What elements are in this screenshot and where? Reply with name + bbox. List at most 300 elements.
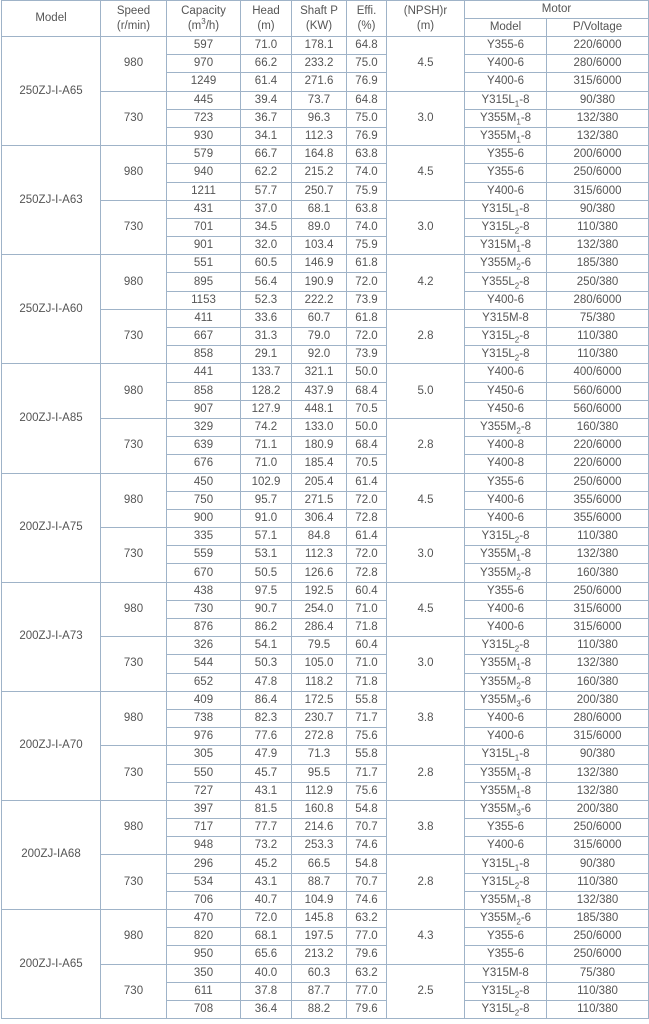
motor-power-voltage-cell: 90/380 (547, 91, 649, 109)
speed-cell: 980 (101, 364, 167, 419)
motor-model-base: Y315L (481, 348, 515, 361)
efficiency-cell: 70.5 (347, 455, 387, 473)
efficiency-cell: 68.4 (347, 382, 387, 400)
capacity-cell: 676 (167, 455, 241, 473)
motor-model-base: Y355-6 (486, 584, 525, 597)
motor-model-subscript: 2 (514, 881, 520, 891)
motor-model-poles: -8 (519, 275, 530, 288)
capacity-cell: 329 (167, 418, 241, 436)
motor-model-subscript: 1 (516, 899, 521, 909)
motor-model-cell (465, 346, 547, 364)
header-motor-model (465, 19, 547, 37)
motor-model-base: Y315L (481, 93, 515, 106)
header-model (2, 1, 101, 37)
efficiency-cell: 55.8 (347, 746, 387, 764)
motor-model-base: Y355M (479, 893, 517, 906)
speed-cell: 980 (101, 37, 167, 92)
capacity-cell: 750 (167, 491, 241, 509)
motor-power-voltage-cell: 250/380 (547, 273, 649, 291)
motor-model-poles: -8 (520, 566, 532, 579)
motor-model-cell (465, 291, 547, 309)
motor-model-cell (465, 855, 547, 873)
npsh-cell: 2.5 (387, 964, 465, 1019)
motor-model-cell (465, 746, 547, 764)
head-cell: 77.6 (241, 728, 292, 746)
capacity-cell: 930 (167, 127, 241, 145)
table-body (2, 37, 649, 1019)
head-cell: 34.1 (241, 127, 292, 145)
motor-power-voltage-cell: 160/380 (547, 564, 649, 582)
head-cell: 74.2 (241, 418, 292, 436)
motor-model-base: Y355-6 (486, 39, 525, 52)
capacity-cell: 667 (167, 328, 241, 346)
motor-power-voltage-cell: 90/380 (547, 855, 649, 873)
shaft-power-cell: 145.8 (292, 910, 347, 928)
efficiency-cell: 54.8 (347, 855, 387, 873)
table-row (2, 146, 649, 164)
efficiency-cell: 77.0 (347, 928, 387, 946)
motor-model-base: Y315L (481, 857, 515, 870)
motor-model-cell (465, 273, 547, 291)
motor-model-cell (465, 782, 547, 800)
efficiency-cell: 72.0 (347, 491, 387, 509)
pump-spec-table (1, 0, 649, 1019)
npsh-cell: 3.0 (387, 528, 465, 583)
motor-model-cell (465, 437, 547, 455)
motor-power-voltage-cell: 75/380 (547, 964, 649, 982)
motor-model-subscript: 1 (516, 135, 521, 145)
table-row (2, 910, 649, 928)
head-cell: 54.1 (241, 637, 292, 655)
speed-cell: 730 (101, 418, 167, 473)
efficiency-cell: 50.0 (347, 418, 387, 436)
capacity-cell: 335 (167, 528, 241, 546)
motor-model-poles: -8 (520, 784, 532, 797)
motor-model-base: Y355-6 (486, 948, 525, 961)
motor-model-subscript: 1 (516, 244, 521, 254)
head-cell: 95.7 (241, 491, 292, 509)
motor-model-cell (465, 528, 547, 546)
capacity-cell: 534 (167, 873, 241, 891)
motor-power-voltage-cell: 250/6000 (547, 928, 649, 946)
capacity-cell: 900 (167, 509, 241, 527)
motor-model-cell (465, 964, 547, 982)
motor-power-voltage-cell: 132/380 (547, 546, 649, 564)
header-capacity-unit-sup: 3 (201, 16, 206, 26)
efficiency-cell: 73.9 (347, 291, 387, 309)
motor-model-cell (465, 418, 547, 436)
efficiency-cell: 54.8 (347, 800, 387, 818)
motor-model-base: Y315L (481, 530, 515, 543)
shaft-power-cell: 254.0 (292, 600, 347, 618)
npsh-cell: 4.5 (387, 473, 465, 528)
motor-model-cell (465, 255, 547, 273)
shaft-power-cell: 88.2 (292, 1000, 347, 1018)
capacity-cell: 858 (167, 346, 241, 364)
efficiency-cell: 64.8 (347, 37, 387, 55)
shaft-power-cell: 112.3 (292, 546, 347, 564)
motor-model-poles: -6 (520, 802, 532, 815)
motor-model-cell (465, 819, 547, 837)
efficiency-cell: 79.6 (347, 946, 387, 964)
motor-model-poles: -8 (519, 93, 530, 106)
motor-model-subscript: 1 (516, 662, 521, 672)
motor-model-base: Y355-6 (486, 475, 525, 488)
head-cell: 65.6 (241, 946, 292, 964)
motor-power-voltage-cell: 200/380 (547, 691, 649, 709)
motor-model-poles: -8 (519, 530, 530, 543)
capacity-cell: 976 (167, 728, 241, 746)
capacity-cell: 820 (167, 928, 241, 946)
speed-cell: 730 (101, 855, 167, 910)
capacity-cell: 445 (167, 91, 241, 109)
motor-model-subscript: 1 (514, 98, 520, 108)
shaft-power-cell: 146.9 (292, 255, 347, 273)
shaft-power-cell: 448.1 (292, 400, 347, 418)
motor-model-poles: -8 (520, 675, 532, 688)
model-cell: 200ZJ-I-A85 (2, 364, 101, 473)
capacity-cell: 397 (167, 800, 241, 818)
capacity-cell: 876 (167, 619, 241, 637)
motor-model-subscript: 2 (514, 644, 520, 654)
head-cell: 29.1 (241, 346, 292, 364)
shaft-power-cell: 87.7 (292, 982, 347, 1000)
efficiency-cell: 71.0 (347, 655, 387, 673)
motor-power-voltage-cell: 200/6000 (547, 146, 649, 164)
motor-model-cell (465, 182, 547, 200)
efficiency-cell: 75.0 (347, 109, 387, 127)
motor-model-base: Y400-6 (486, 184, 525, 197)
motor-power-voltage-cell: 220/6000 (547, 455, 649, 473)
motor-model-cell (465, 164, 547, 182)
npsh-cell: 4.3 (387, 910, 465, 965)
capacity-cell: 895 (167, 273, 241, 291)
motor-model-subscript: 3 (516, 808, 521, 818)
table-row (2, 582, 649, 600)
npsh-cell: 3.0 (387, 637, 465, 692)
motor-power-voltage-cell: 315/6000 (547, 837, 649, 855)
shaft-power-cell: 73.7 (292, 91, 347, 109)
efficiency-cell: 73.9 (347, 346, 387, 364)
motor-model-base: Y315M (479, 239, 517, 252)
header-effi-line2: (%) (357, 19, 376, 32)
motor-model-cell (465, 619, 547, 637)
motor-model-cell (465, 218, 547, 236)
motor-model-subscript: 2 (514, 226, 520, 236)
shaft-power-cell: 103.4 (292, 237, 347, 255)
motor-model-subscript: 1 (516, 553, 521, 563)
motor-model-subscript: 2 (514, 990, 520, 1000)
head-cell: 43.1 (241, 873, 292, 891)
motor-model-cell (465, 891, 547, 909)
shaft-power-cell: 222.2 (292, 291, 347, 309)
header-head (241, 1, 292, 37)
motor-model-poles: -8 (520, 766, 532, 779)
npsh-cell: 3.8 (387, 800, 465, 855)
shaft-power-cell: 164.8 (292, 146, 347, 164)
shaft-power-cell: 126.6 (292, 564, 347, 582)
speed-cell: 730 (101, 746, 167, 801)
capacity-cell: 305 (167, 746, 241, 764)
efficiency-cell: 76.9 (347, 127, 387, 145)
head-cell: 50.5 (241, 564, 292, 582)
head-cell: 39.4 (241, 91, 292, 109)
header-speed-line2: (r/min) (116, 19, 151, 32)
head-cell: 77.7 (241, 819, 292, 837)
header-motor-power-voltage (547, 19, 649, 37)
motor-model-base: Y355M (479, 130, 517, 143)
capacity-cell: 652 (167, 673, 241, 691)
capacity-cell: 730 (167, 600, 241, 618)
capacity-cell: 559 (167, 546, 241, 564)
motor-model-base: Y450-6 (486, 402, 525, 415)
motor-model-base: Y400-6 (486, 493, 525, 506)
capacity-cell: 723 (167, 109, 241, 127)
npsh-cell: 4.2 (387, 255, 465, 310)
capacity-cell: 970 (167, 55, 241, 73)
motor-power-voltage-cell: 185/380 (547, 910, 649, 928)
motor-model-subscript: 1 (516, 790, 521, 800)
efficiency-cell: 72.8 (347, 564, 387, 582)
capacity-cell: 611 (167, 982, 241, 1000)
motor-power-voltage-cell: 110/380 (547, 528, 649, 546)
shaft-power-cell: 84.8 (292, 528, 347, 546)
speed-cell: 730 (101, 528, 167, 583)
motor-model-subscript: 1 (514, 208, 520, 218)
motor-model-cell (465, 455, 547, 473)
motor-model-subscript: 2 (514, 353, 520, 363)
shaft-power-cell: 112.9 (292, 782, 347, 800)
motor-model-cell (465, 200, 547, 218)
motor-model-cell (465, 582, 547, 600)
efficiency-cell: 61.8 (347, 309, 387, 327)
capacity-cell: 544 (167, 655, 241, 673)
header-speed (101, 1, 167, 37)
head-cell: 47.9 (241, 746, 292, 764)
capacity-cell: 470 (167, 910, 241, 928)
head-cell: 56.4 (241, 273, 292, 291)
efficiency-cell: 75.6 (347, 728, 387, 746)
head-cell: 52.3 (241, 291, 292, 309)
table-row (2, 364, 649, 382)
motor-power-voltage-cell: 400/6000 (547, 364, 649, 382)
efficiency-cell: 70.7 (347, 873, 387, 891)
shaft-power-cell: 197.5 (292, 928, 347, 946)
shaft-power-cell: 79.5 (292, 637, 347, 655)
head-cell: 36.7 (241, 109, 292, 127)
npsh-cell: 2.8 (387, 855, 465, 910)
motor-power-voltage-cell: 132/380 (547, 782, 649, 800)
motor-model-cell (465, 800, 547, 818)
motor-model-subscript: 2 (514, 1008, 520, 1018)
npsh-cell: 2.8 (387, 746, 465, 801)
efficiency-cell: 70.5 (347, 400, 387, 418)
efficiency-cell: 72.0 (347, 546, 387, 564)
motor-model-cell (465, 673, 547, 691)
shaft-power-cell: 253.3 (292, 837, 347, 855)
head-cell: 97.5 (241, 582, 292, 600)
motor-power-voltage-cell: 132/380 (547, 109, 649, 127)
npsh-cell: 3.8 (387, 691, 465, 746)
shaft-power-cell: 105.0 (292, 655, 347, 673)
motor-model-cell (465, 728, 547, 746)
model-cell: 200ZJ-IA68 (2, 800, 101, 909)
model-cell: 200ZJ-I-A75 (2, 473, 101, 582)
motor-model-base: Y315L (481, 1003, 515, 1016)
motor-model-cell (465, 309, 547, 327)
shaft-power-cell: 88.7 (292, 873, 347, 891)
motor-power-voltage-cell: 315/6000 (547, 619, 649, 637)
efficiency-cell: 60.4 (347, 637, 387, 655)
shaft-power-cell: 214.6 (292, 819, 347, 837)
motor-model-subscript: 2 (516, 917, 521, 927)
motor-model-cell (465, 709, 547, 727)
efficiency-cell: 63.8 (347, 146, 387, 164)
motor-model-cell (465, 127, 547, 145)
shaft-power-cell: 180.9 (292, 437, 347, 455)
capacity-cell: 1249 (167, 73, 241, 91)
motor-model-base: Y315L (481, 330, 515, 343)
efficiency-cell: 70.7 (347, 819, 387, 837)
motor-model-poles: -8 (520, 111, 532, 124)
motor-model-base: Y315L (481, 639, 515, 652)
motor-model-base: Y400-6 (486, 75, 525, 88)
motor-model-poles: -8 (520, 421, 532, 434)
motor-model-cell (465, 73, 547, 91)
motor-model-poles: -6 (520, 257, 532, 270)
motor-power-voltage-cell: 355/6000 (547, 509, 649, 527)
shaft-power-cell: 104.9 (292, 891, 347, 909)
capacity-cell: 551 (167, 255, 241, 273)
head-cell: 53.1 (241, 546, 292, 564)
motor-model-base: Y355-6 (486, 148, 525, 161)
head-cell: 133.7 (241, 364, 292, 382)
shaft-power-cell: 271.5 (292, 491, 347, 509)
motor-model-base: Y355M (479, 548, 517, 561)
shaft-power-cell: 321.1 (292, 364, 347, 382)
shaft-power-cell: 66.5 (292, 855, 347, 873)
speed-cell: 730 (101, 200, 167, 255)
motor-model-base: Y400-6 (486, 730, 525, 743)
motor-model-base: Y355M (479, 566, 517, 579)
motor-model-base: Y315L (481, 748, 515, 761)
motor-model-base: Y400-6 (486, 621, 525, 634)
header-capacity-unit-post: /h) (205, 19, 220, 32)
motor-model-cell (465, 910, 547, 928)
shaft-power-cell: 185.4 (292, 455, 347, 473)
motor-power-voltage-cell: 280/6000 (547, 291, 649, 309)
header-motor-label: Motor (541, 3, 572, 15)
shaft-power-cell: 230.7 (292, 709, 347, 727)
table-row (2, 37, 649, 55)
model-cell: 250ZJ-I-A60 (2, 255, 101, 364)
head-cell: 86.4 (241, 691, 292, 709)
motor-model-base: Y400-6 (486, 57, 525, 70)
speed-cell: 980 (101, 473, 167, 528)
capacity-cell: 579 (167, 146, 241, 164)
shaft-power-cell: 68.1 (292, 200, 347, 218)
speed-cell: 730 (101, 637, 167, 692)
motor-power-voltage-cell: 75/380 (547, 309, 649, 327)
efficiency-cell: 61.4 (347, 473, 387, 491)
capacity-cell: 706 (167, 891, 241, 909)
capacity-cell: 639 (167, 437, 241, 455)
head-cell: 71.0 (241, 37, 292, 55)
speed-cell: 980 (101, 800, 167, 855)
efficiency-cell: 75.0 (347, 55, 387, 73)
shaft-power-cell: 112.3 (292, 127, 347, 145)
motor-model-poles: -6 (520, 693, 532, 706)
motor-model-base: Y355-6 (486, 166, 525, 179)
head-cell: 37.0 (241, 200, 292, 218)
head-cell: 66.7 (241, 146, 292, 164)
npsh-cell: 4.5 (387, 582, 465, 637)
motor-model-base: Y355-6 (486, 821, 525, 834)
head-cell: 57.1 (241, 528, 292, 546)
motor-model-base: Y400-8 (486, 457, 525, 470)
capacity-cell: 858 (167, 382, 241, 400)
motor-power-voltage-cell: 250/6000 (547, 946, 649, 964)
speed-cell: 730 (101, 964, 167, 1019)
motor-power-voltage-cell: 110/380 (547, 873, 649, 891)
efficiency-cell: 71.0 (347, 600, 387, 618)
efficiency-cell: 75.6 (347, 782, 387, 800)
motor-model-subscript: 2 (514, 535, 520, 545)
capacity-cell: 948 (167, 837, 241, 855)
motor-power-voltage-cell: 250/6000 (547, 473, 649, 491)
motor-model-base: Y400-6 (486, 366, 525, 379)
model-cell: 250ZJ-I-A65 (2, 37, 101, 146)
efficiency-cell: 55.8 (347, 691, 387, 709)
npsh-cell: 3.0 (387, 91, 465, 146)
head-cell: 37.8 (241, 982, 292, 1000)
npsh-cell: 3.0 (387, 200, 465, 255)
efficiency-cell: 71.7 (347, 709, 387, 727)
motor-model-base: Y355M (479, 912, 517, 925)
shaft-power-cell: 213.2 (292, 946, 347, 964)
shaft-power-cell: 92.0 (292, 346, 347, 364)
motor-model-cell (465, 328, 547, 346)
capacity-cell: 727 (167, 782, 241, 800)
motor-model-subscript: 2 (516, 426, 521, 436)
motor-model-base: Y400-6 (486, 839, 525, 852)
shaft-power-cell: 89.0 (292, 218, 347, 236)
header-efficiency (347, 1, 387, 37)
header-shaft-line1: Shaft P (300, 4, 338, 17)
motor-model-poles: -8 (520, 130, 532, 143)
efficiency-cell: 71.8 (347, 619, 387, 637)
efficiency-cell: 72.0 (347, 273, 387, 291)
motor-model-cell (465, 946, 547, 964)
motor-power-voltage-cell: 560/6000 (547, 382, 649, 400)
motor-model-subscript: 2 (514, 335, 520, 345)
shaft-power-cell: 60.7 (292, 309, 347, 327)
motor-power-voltage-cell: 250/6000 (547, 164, 649, 182)
motor-power-voltage-cell: 132/380 (547, 655, 649, 673)
capacity-cell: 670 (167, 564, 241, 582)
efficiency-cell: 68.4 (347, 437, 387, 455)
motor-model-subscript: 3 (516, 699, 521, 709)
motor-model-cell (465, 1000, 547, 1018)
header-capacity (167, 1, 241, 37)
head-cell: 50.3 (241, 655, 292, 673)
head-cell: 40.0 (241, 964, 292, 982)
motor-model-base: Y400-6 (486, 293, 525, 306)
efficiency-cell: 79.6 (347, 1000, 387, 1018)
header-capacity-line1: Capacity (181, 4, 226, 17)
header-npsh (387, 1, 465, 37)
motor-power-voltage-cell: 250/6000 (547, 819, 649, 837)
